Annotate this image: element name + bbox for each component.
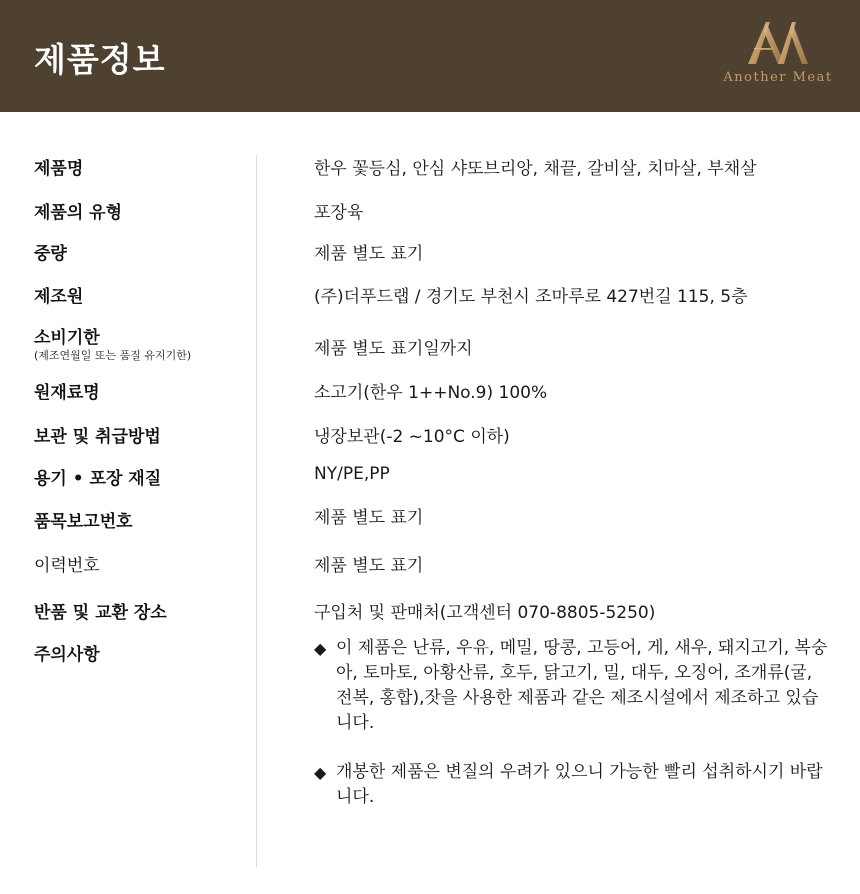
value-storage: 냉장보관(-2 ~10°C 이하) <box>314 427 510 447</box>
notice-opened <box>314 760 834 810</box>
value-product-name: 한우 꽃등심, 안심 샤또브리앙, 채끝, 갈비살, 치마살, 부채살 <box>314 159 757 179</box>
label-report-number: 품목보고번호 <box>34 512 133 532</box>
value-expiry: 제품 별도 표기일까지 <box>314 339 473 359</box>
diamond-bullet-icon: ◆ <box>314 639 327 658</box>
value-ingredients: 소고기(한우 1++No.9) 100% <box>314 383 548 403</box>
brand-name: Another Meat <box>723 70 833 85</box>
label-caution: 주의사항 <box>34 645 100 665</box>
value-weight: 제품 별도 표기 <box>314 244 424 264</box>
notice-allergen <box>314 636 834 736</box>
label-ingredients: 원재료명 <box>34 383 100 403</box>
value-packaging: NY/PE,PP <box>314 464 390 484</box>
label-packaging: 용기 • 포장 재질 <box>34 469 162 489</box>
label-storage: 보관 및 취급방법 <box>34 427 161 447</box>
header-banner <box>0 0 860 112</box>
value-return-place: 구입처 및 판매처(고객센터 070-8805-5250) <box>314 603 656 623</box>
value-report-number: 제품 별도 표기 <box>314 508 424 528</box>
label-manufacturer: 제조원 <box>34 287 84 307</box>
label-product-type: 제품의 유형 <box>34 203 123 223</box>
label-return-place: 반품 및 교환 장소 <box>34 603 167 623</box>
brand-logo <box>718 18 838 85</box>
notice-opened-text: 개봉한 제품은 변질의 우려가 있으니 가능한 빨리 섭취하시기 바랍니다. <box>336 762 823 807</box>
label-trace-number: 이력번호 <box>34 556 100 576</box>
brand-monogram-icon <box>742 18 814 66</box>
notice-allergen-text: 이 제품은 난류, 우유, 메밀, 땅콩, 고등어, 게, 새우, 돼지고기, 복숭아, 토마토, 아황산류, 호두, 닭고기, 밀, 대두, 오징어, 조개류(굴, 전복, 홍합),잣을 사용한 제품과 같은 제조시설에서 제조하고 있습니다. <box>336 638 828 733</box>
label-expiry-note: (제조연월일 또는 품질 유지기한) <box>34 349 192 362</box>
label-expiry: 소비기한 <box>34 328 100 348</box>
value-manufacturer: (주)더푸드랩 / 경기도 부천시 조마루로 427번길 115, 5층 <box>314 287 748 307</box>
value-trace-number: 제품 별도 표기 <box>314 556 424 576</box>
diamond-bullet-icon: ◆ <box>314 763 327 782</box>
value-product-type: 포장육 <box>314 203 364 223</box>
column-divider <box>256 155 257 867</box>
label-product-name: 제품명 <box>34 159 84 179</box>
label-weight: 중량 <box>34 244 67 264</box>
page-title: 제품정보 <box>34 40 166 79</box>
